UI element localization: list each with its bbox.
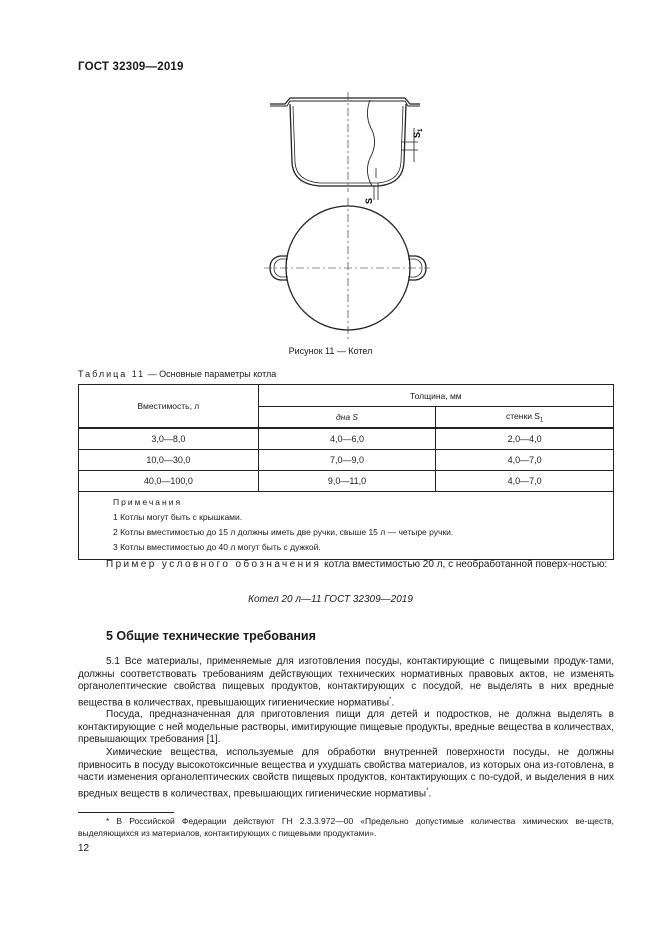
standard-header: ГОСТ 32309—2019 bbox=[78, 61, 184, 73]
break-line bbox=[367, 100, 374, 186]
pot-drawing bbox=[260, 92, 430, 344]
example-designation: Котел 20 л—11 ГОСТ 32309—2019 bbox=[248, 594, 413, 605]
note-item: 2 Котлы вместимостью до 15 л должны иметь две ручки, свыше 15 л — четыре ручки. bbox=[113, 527, 454, 537]
table-title: Таблица 11 — Основные параметры котла bbox=[78, 369, 277, 379]
col-header-thickness: Толщина, мм bbox=[258, 385, 613, 407]
dim-label-s1: $S_1$ bbox=[412, 128, 424, 138]
note-item: 1 Котлы могут быть с крышками. bbox=[113, 512, 243, 522]
example-paragraph: Пример условного обозначения котла вместимостью 20 л, с необработанной поверх-ностью: bbox=[106, 559, 608, 570]
table-row: 10,0—30,0 7,0—9,0 4,0—7,0 bbox=[79, 450, 614, 471]
note-item: 3 Котлы вместимостью до 40 л могут быть с дужкой. bbox=[113, 542, 321, 552]
col-header-capacity: Вместимость, л bbox=[79, 385, 259, 429]
parameters-table bbox=[78, 384, 614, 560]
footnote-divider bbox=[78, 812, 174, 813]
col-header-wall: стенки $S_1$ bbox=[436, 407, 614, 429]
table-row: 3,0—8,0 4,0—6,0 2,0—4,0 bbox=[79, 428, 614, 450]
col-header-bottom: дна S bbox=[258, 407, 436, 429]
paragraph-chemicals: Химические вещества, используемые для обработки внутренней поверхности посуды, не должны привносить в посуду высокотоксичные вещества и ухудшать свойства материалов, из которых она из-готовлена, в части изменения органолептических свойств пищевых продуктов, контактирующих с по-судой, и выделения в них вредных веществ в количествах, превышающих гигиенические нормативы*. bbox=[78, 747, 614, 800]
section-heading: 5 Общие технические требования bbox=[106, 629, 316, 643]
paragraph-children: Посуда, предназначенная для приготовления пищи для детей и подростков, не должна выделять в контактирующие с ней модельные растворы, имитирующие пищевые продукты, вредные вещества в количествах, превышающих требования [1]. bbox=[78, 709, 614, 746]
figure-caption: Рисунок 11 — Котел bbox=[288, 346, 373, 356]
notes-heading: Примечания bbox=[113, 497, 183, 507]
paragraph-5-1: 5.1 Все материалы, применяемые для изготовления посуды, контактирующие с пищевыми продук-тами, должны соответствовать требованиям действующих технических нормативных правовых актов, не изменять органолептические свойства пищевых продуктов, контактирующих с посудой, не выделять в них вредные вещества в количествах, превышающих гигиенические нормативы*. bbox=[78, 656, 614, 709]
page-number: 12 bbox=[78, 843, 90, 854]
table-row: 40,0—100,0 9,0—11,0 4,0—7,0 bbox=[79, 471, 614, 492]
footnote: * В Российской Федерации действуют ГН 2.3.3.972—00 «Предельно допустимые количества химических ве-ществ, выделяющихся из материалов, контактирующих с пищевыми продуктами». bbox=[78, 816, 614, 838]
table-notes bbox=[79, 492, 614, 560]
dim-label-s: S bbox=[364, 197, 374, 204]
